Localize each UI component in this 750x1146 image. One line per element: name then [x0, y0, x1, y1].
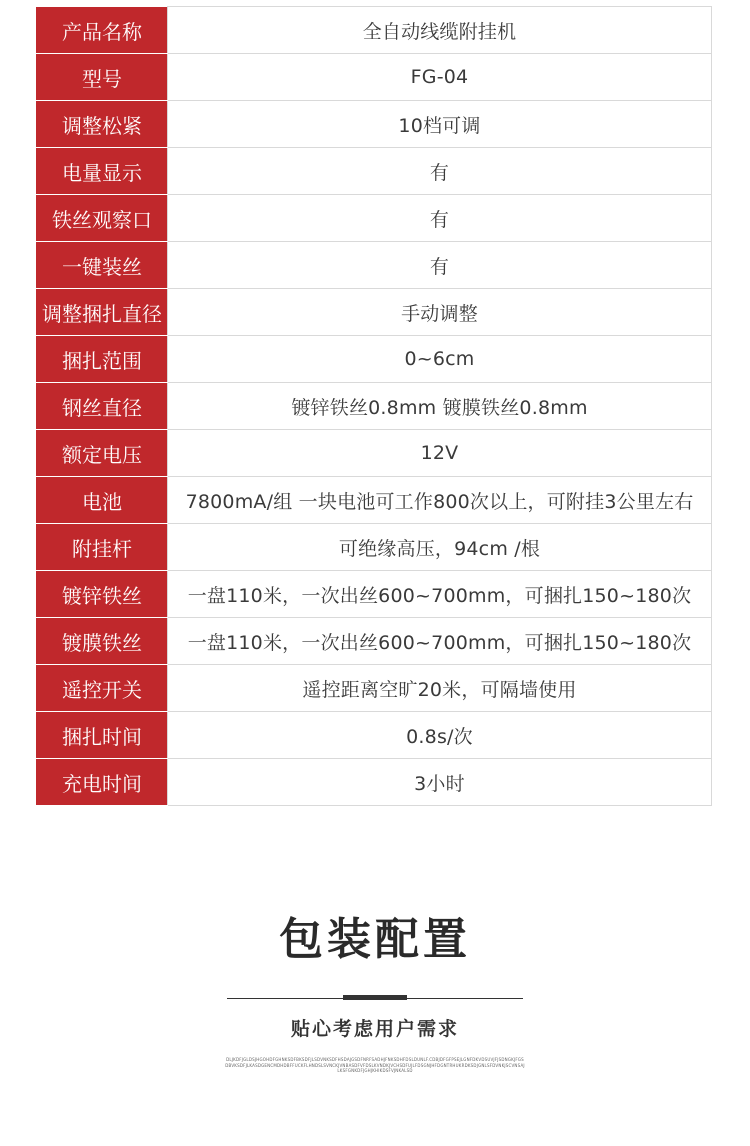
spec-label: 一键装丝 — [37, 242, 168, 289]
spec-value: FG-04 — [168, 54, 712, 101]
packaging-section — [0, 905, 750, 1074]
spec-value: 0~6cm — [168, 336, 712, 383]
spec-label: 捆扎时间 — [37, 712, 168, 759]
spec-label: 电池 — [37, 477, 168, 524]
spec-value: 有 — [168, 195, 712, 242]
spec-label: 铁丝观察口 — [37, 195, 168, 242]
spec-label: 镀膜铁丝 — [37, 618, 168, 665]
spec-label: 额定电压 — [37, 430, 168, 477]
table-row — [37, 148, 712, 195]
table-row — [37, 101, 712, 148]
spec-label: 调整松紧 — [37, 101, 168, 148]
spec-value: 手动调整 — [168, 289, 712, 336]
section-fine-print: DLJKDFJGLDSJHGOHDFGHNKSDFBKSDFJLSDVNKSDFHSDAJGSDFNRFSADHJFNKSDHFDSLDUNLF.CDBJDFGFPSEJLGNFDKVDSUVJFJSDNGKJFGSDBVKSDFJLKASDGENCMDHDBFFUCKFLHNDSLSVNCKJVNBASDFVFDSLKVNDKJVCHSDFUJLFDSGNJHFDGNTRHUKRDKSDJGNLSFDVNKJSCVNSAJLKSFGNKDFJGHJKHIKDSFVJNKALSD — [225, 1057, 525, 1073]
spec-table — [36, 6, 712, 806]
table-row — [37, 383, 712, 430]
spec-value: 3小时 — [168, 759, 712, 806]
table-row — [37, 7, 712, 54]
table-row — [37, 477, 712, 524]
table-row — [37, 430, 712, 477]
table-row — [37, 242, 712, 289]
table-row — [37, 289, 712, 336]
divider-accent — [343, 995, 407, 1000]
spec-value: 12V — [168, 430, 712, 477]
table-row — [37, 665, 712, 712]
spec-label: 钢丝直径 — [37, 383, 168, 430]
table-row — [37, 759, 712, 806]
spec-value: 10档可调 — [168, 101, 712, 148]
table-row — [37, 336, 712, 383]
section-divider — [227, 995, 523, 1000]
spec-label: 充电时间 — [37, 759, 168, 806]
table-row — [37, 195, 712, 242]
spec-value: 全自动线缆附挂机 — [168, 7, 712, 54]
table-row — [37, 571, 712, 618]
spec-value: 0.8s/次 — [168, 712, 712, 759]
spec-label: 产品名称 — [37, 7, 168, 54]
spec-label: 附挂杆 — [37, 524, 168, 571]
spec-value: 7800mA/组 一块电池可工作800次以上，可附挂3公里左右 — [168, 477, 712, 524]
spec-label: 遥控开关 — [37, 665, 168, 712]
section-title: 包装配置 — [279, 914, 471, 965]
table-row — [37, 524, 712, 571]
spec-value: 遥控距离空旷20米，可隔墙使用 — [168, 665, 712, 712]
spec-label: 捆扎范围 — [37, 336, 168, 383]
spec-value: 有 — [168, 148, 712, 195]
spec-value: 一盘110米，一次出丝600~700mm，可捆扎150~180次 — [168, 618, 712, 665]
spec-label: 镀锌铁丝 — [37, 571, 168, 618]
spec-value: 有 — [168, 242, 712, 289]
spec-value: 一盘110米，一次出丝600~700mm，可捆扎150~180次 — [168, 571, 712, 618]
table-row — [37, 618, 712, 665]
section-subtitle: 贴心考虑用户需求 — [290, 1018, 459, 1040]
spec-label: 型号 — [37, 54, 168, 101]
spec-value: 可绝缘高压，94cm /根 — [168, 524, 712, 571]
spec-label: 电量显示 — [37, 148, 168, 195]
table-row — [37, 54, 712, 101]
spec-label: 调整捆扎直径 — [37, 289, 168, 336]
table-row — [37, 712, 712, 759]
spec-value: 镀锌铁丝0.8mm 镀膜铁丝0.8mm — [168, 383, 712, 430]
